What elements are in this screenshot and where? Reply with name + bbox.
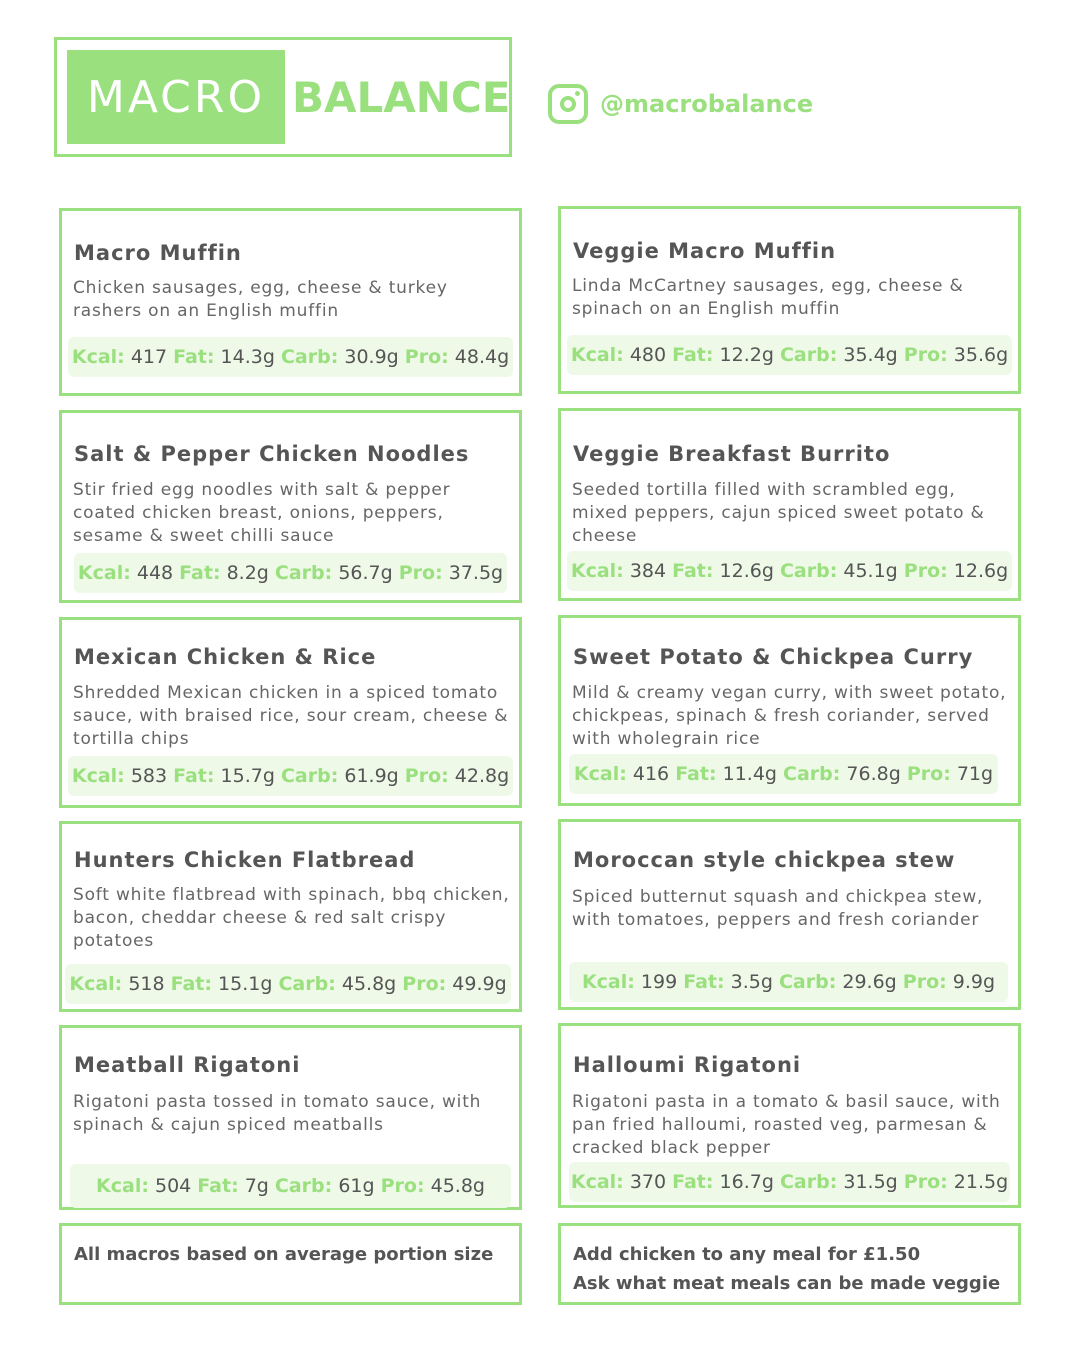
- pro-label: Pro:: [398, 562, 443, 584]
- carb-value: 31.5g: [843, 1171, 898, 1193]
- pro-label: Pro:: [404, 346, 449, 368]
- carb-label: Carb:: [779, 560, 838, 582]
- kcal-label: Kcal:: [71, 346, 125, 368]
- meal-description: Mild & creamy vegan curry, with sweet potato, chickpeas, spinach & fresh coriander, served with wholegrain rice: [572, 683, 1007, 749]
- pro-label: Pro:: [906, 763, 951, 785]
- carb-label: Carb:: [274, 1175, 333, 1197]
- fat-label: Fat:: [173, 765, 215, 787]
- fat-label: Fat:: [179, 562, 221, 584]
- kcal-label: Kcal:: [573, 763, 627, 785]
- fat-label: Fat:: [170, 973, 212, 995]
- fat-value: 12.2g: [719, 344, 774, 366]
- meal-title: Macro Muffin: [74, 241, 242, 265]
- carb-value: 61.9g: [344, 765, 399, 787]
- kcal-label: Kcal:: [581, 971, 635, 993]
- pro-label: Pro:: [903, 1171, 948, 1193]
- logo-balance-text: BALANCE: [292, 72, 511, 122]
- meal-card-macro-muffin: [59, 208, 522, 396]
- macro-bar: [68, 337, 513, 377]
- meal-title: Meatball Rigatoni: [74, 1053, 301, 1077]
- meal-title: Hunters Chicken Flatbread: [74, 848, 416, 872]
- kcal-label: Kcal:: [96, 1175, 149, 1197]
- fat-label: Fat:: [197, 1175, 239, 1197]
- kcal-value: 518: [128, 973, 165, 995]
- carb-label: Carb:: [779, 1171, 838, 1193]
- pro-value: 12.6g: [953, 560, 1009, 582]
- note-text-block: [573, 1240, 1000, 1298]
- macro-bar: [569, 962, 1008, 1002]
- kcal-value: 370: [629, 1171, 667, 1193]
- fat-value: 8.2g: [226, 562, 269, 584]
- fat-value: 7g: [244, 1175, 269, 1197]
- meal-description: Rigatoni pasta tossed in tomato sauce, with spinach & cajun spiced meatballs: [73, 1092, 482, 1135]
- meal-title: Salt & Pepper Chicken Noodles: [74, 442, 470, 466]
- instagram-icon: [548, 84, 588, 124]
- kcal-label: Kcal:: [570, 344, 624, 366]
- macro-bar: [74, 553, 507, 593]
- carb-value: 76.8g: [846, 763, 901, 785]
- pro-label: Pro:: [903, 344, 948, 366]
- carb-value: 56.7g: [338, 562, 393, 584]
- fat-value: 14.3g: [220, 346, 275, 368]
- note-line-veggie: Ask what meat meals can be made veggie: [573, 1273, 1001, 1294]
- kcal-label: Kcal:: [69, 973, 123, 995]
- instagram-link[interactable]: [548, 84, 813, 124]
- macro-bar: [68, 756, 513, 796]
- macro-bar: [569, 1162, 1010, 1202]
- meal-title: Moroccan style chickpea stew: [573, 848, 956, 872]
- meal-card-sweet-potato-curry: [558, 615, 1021, 806]
- meal-description: Soft white flatbread with spinach, bbq chicken, bacon, cheddar cheese & red salt crispy potatoes: [73, 885, 510, 951]
- fat-label: Fat:: [672, 1171, 714, 1193]
- pro-value: 49.9g: [452, 973, 507, 995]
- fat-value: 16.7g: [719, 1171, 774, 1193]
- kcal-value: 416: [632, 763, 670, 785]
- pro-value: 37.5g: [448, 562, 504, 584]
- meal-title: Halloumi Rigatoni: [573, 1053, 802, 1077]
- meal-card-halloumi-rigatoni: [558, 1023, 1021, 1208]
- meal-title: Veggie Macro Muffin: [573, 239, 837, 263]
- fat-value: 12.6g: [719, 560, 774, 582]
- meal-description: Shredded Mexican chicken in a spiced tomato sauce, with braised rice, sour cream, cheese & tortilla chips: [73, 683, 509, 749]
- pro-value: 21.5g: [953, 1171, 1009, 1193]
- carb-value: 35.4g: [843, 344, 898, 366]
- meal-title: Sweet Potato & Chickpea Curry: [573, 645, 974, 669]
- kcal-value: 504: [154, 1175, 192, 1197]
- meal-description: Linda McCartney sausages, egg, cheese & spinach on an English muffin: [572, 276, 964, 319]
- meal-card-veggie-breakfast-burrito: [558, 408, 1021, 601]
- carb-value: 61g: [338, 1175, 375, 1197]
- macro-bar: [70, 1164, 511, 1208]
- meal-card-moroccan-chickpea-stew: [558, 819, 1021, 1010]
- macro-bar: [567, 335, 1012, 375]
- carb-label: Carb:: [783, 763, 841, 785]
- kcal-label: Kcal:: [570, 560, 624, 582]
- meal-card-meatball-rigatoni: [59, 1025, 522, 1210]
- carb-label: Carb:: [280, 765, 339, 787]
- fat-label: Fat:: [672, 560, 714, 582]
- pro-value: 42.8g: [454, 765, 510, 787]
- meal-card-mexican-chicken-rice: [59, 617, 522, 808]
- fat-value: 11.4g: [722, 763, 777, 785]
- carb-value: 30.9g: [344, 346, 399, 368]
- carb-label: Carb:: [274, 562, 333, 584]
- carb-value: 29.6g: [842, 971, 897, 993]
- pro-label: Pro:: [902, 971, 947, 993]
- kcal-value: 199: [640, 971, 678, 993]
- meal-card-veggie-macro-muffin: [558, 206, 1021, 394]
- kcal-value: 448: [136, 562, 174, 584]
- kcal-value: 480: [629, 344, 667, 366]
- meal-card-salt-pepper-noodles: [59, 410, 522, 603]
- pro-value: 9.9g: [952, 971, 996, 993]
- instagram-handle[interactable]: @macrobalance: [600, 90, 814, 118]
- fat-value: 3.5g: [730, 971, 773, 993]
- fat-label: Fat:: [672, 344, 714, 366]
- macro-bar: [65, 964, 511, 1004]
- kcal-value: 384: [629, 560, 667, 582]
- meal-title: Mexican Chicken & Rice: [74, 645, 377, 669]
- pro-label: Pro:: [380, 1175, 425, 1197]
- carb-value: 45.8g: [341, 973, 397, 995]
- meal-description: Stir fried egg noodles with salt & pepper coated chicken breast, onions, peppers, sesame & sweet chilli sauce: [73, 480, 451, 546]
- meal-description: Chicken sausages, egg, cheese & turkey rashers on an English muffin: [73, 278, 448, 321]
- meal-description: Seeded tortilla filled with scrambled egg, mixed peppers, cajun spiced sweet potato & cheese: [572, 480, 985, 546]
- meal-description: Spiced butternut squash and chickpea stew, with tomatoes, peppers and fresh coriander: [572, 887, 984, 930]
- fat-label: Fat:: [683, 971, 725, 993]
- meal-card-hunters-chicken-flatbread: [59, 821, 522, 1012]
- pro-value: 45.8g: [430, 1175, 485, 1197]
- macro-bar: [567, 551, 1012, 591]
- kcal-value: 583: [130, 765, 168, 787]
- logo-macro-text: MACRO: [67, 50, 285, 144]
- fat-value: 15.1g: [218, 973, 273, 995]
- meal-title: Veggie Breakfast Burrito: [573, 442, 891, 466]
- brand-logo: [54, 37, 512, 157]
- meal-description: Rigatoni pasta in a tomato & basil sauce, with pan fried halloumi, roasted veg, parmesan & cracked black pepper: [572, 1092, 1001, 1158]
- carb-label: Carb:: [778, 971, 837, 993]
- pro-value: 35.6g: [953, 344, 1009, 366]
- note-card-portion-size: [59, 1223, 522, 1305]
- kcal-value: 417: [130, 346, 168, 368]
- pro-label: Pro:: [903, 560, 948, 582]
- note-line-add-chicken: Add chicken to any meal for £1.50: [573, 1244, 921, 1265]
- pro-value: 48.4g: [454, 346, 510, 368]
- carb-label: Carb:: [280, 346, 339, 368]
- kcal-label: Kcal:: [77, 562, 131, 584]
- carb-label: Carb:: [278, 973, 336, 995]
- pro-label: Pro:: [404, 765, 449, 787]
- macro-bar: [569, 754, 998, 794]
- pro-label: Pro:: [402, 973, 447, 995]
- fat-label: Fat:: [173, 346, 215, 368]
- kcal-label: Kcal:: [570, 1171, 624, 1193]
- carb-value: 45.1g: [843, 560, 898, 582]
- kcal-label: Kcal:: [71, 765, 125, 787]
- pro-value: 71g: [956, 763, 994, 785]
- fat-value: 15.7g: [220, 765, 275, 787]
- note-card-add-chicken: [558, 1223, 1021, 1305]
- carb-label: Carb:: [779, 344, 838, 366]
- note-text: All macros based on average portion size: [74, 1244, 494, 1265]
- fat-label: Fat:: [675, 763, 717, 785]
